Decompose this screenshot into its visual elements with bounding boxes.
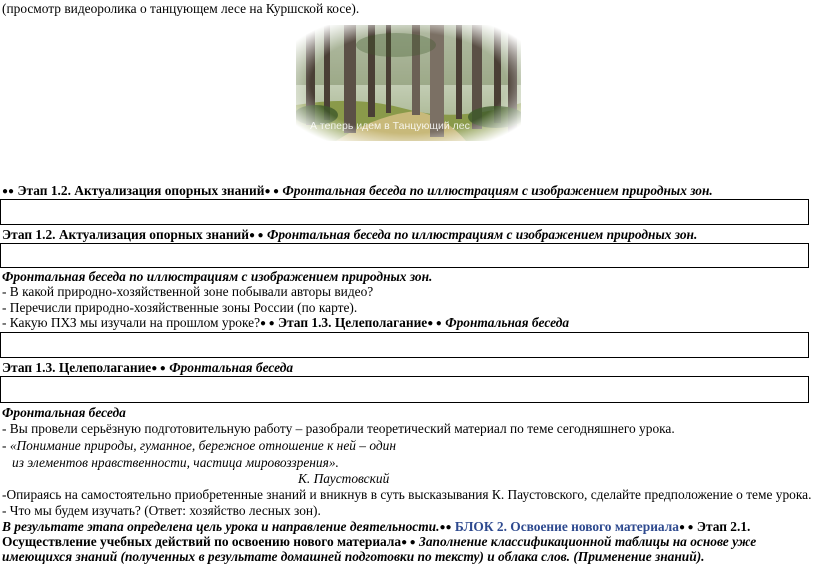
quote-author: К. Паустовский	[298, 471, 390, 486]
activity-line-cont: имеющихся знаний (полученных в результате домашней подготовки по тексту) и облака слов. (Применение знаний).	[2, 549, 705, 564]
empty-frame	[0, 376, 809, 403]
stage-heading-3: Этап 1.3. Целеполагание● ● Фронтальная беседа	[2, 360, 294, 375]
stage-heading-1: ●● Этап 1.2. Актуализация опорных знаний● ● Фронтальная беседа по иллюстрациям с изображением природных зон.	[2, 183, 713, 198]
empty-frame	[0, 199, 809, 225]
question-2: - Перечисли природно-хозяйственные зоны России (по карте).	[2, 300, 358, 315]
question-3: - Какую ПХЗ мы изучали на прошлом уроке?● ● Этап 1.3. Целеполагание● ● Фронтальная беседа	[2, 315, 570, 330]
forest-photo	[296, 25, 521, 141]
intro-line: (просмотр видеоролика о танцующем лесе на Куршской косе).	[2, 1, 360, 16]
section-title: Фронтальная беседа по иллюстрациям с изображением природных зон.	[2, 269, 433, 284]
activity-line: Осуществление учебных действий по освоению нового материала● ● Заполнение классификационной таблицы на основе уже	[2, 534, 757, 549]
empty-frame	[0, 332, 809, 358]
photo-caption: А теперь идем в Танцующий лес	[310, 120, 470, 132]
quote-line-2: из элементов нравственности, частица мировоззрения».	[12, 455, 339, 470]
paragraph-2: -Опираясь на самостоятельно приобретенные знаний и вникнув в суть высказывания К. Паустовского, сделайте предположение о теме урока.	[2, 487, 812, 502]
question-1: - В какой природно-хозяйственной зоне побывали авторы видео?	[2, 284, 374, 299]
paragraph-1: - Вы провели серьёзную подготовительную работу – разобрали теоретический материал по теме сегодняшнего урока.	[2, 421, 675, 436]
paragraph-3: - Что мы будем изучать? (Ответ: хозяйство лесных зон).	[2, 503, 321, 518]
empty-frame	[0, 243, 809, 268]
stage-heading-2: Этап 1.2. Актуализация опорных знаний● ● Фронтальная беседа по иллюстрациям с изображением природных зон.	[2, 227, 698, 242]
section-title: Фронтальная беседа	[2, 405, 126, 420]
result-line: В результате этапа определена цель урока и направление деятельности.●● БЛОК 2. Освоение нового материала● ● Этап 2.1.	[2, 519, 751, 534]
quote-line-1: - «Понимание природы, гуманное, бережное отношение к ней – один	[2, 438, 396, 453]
